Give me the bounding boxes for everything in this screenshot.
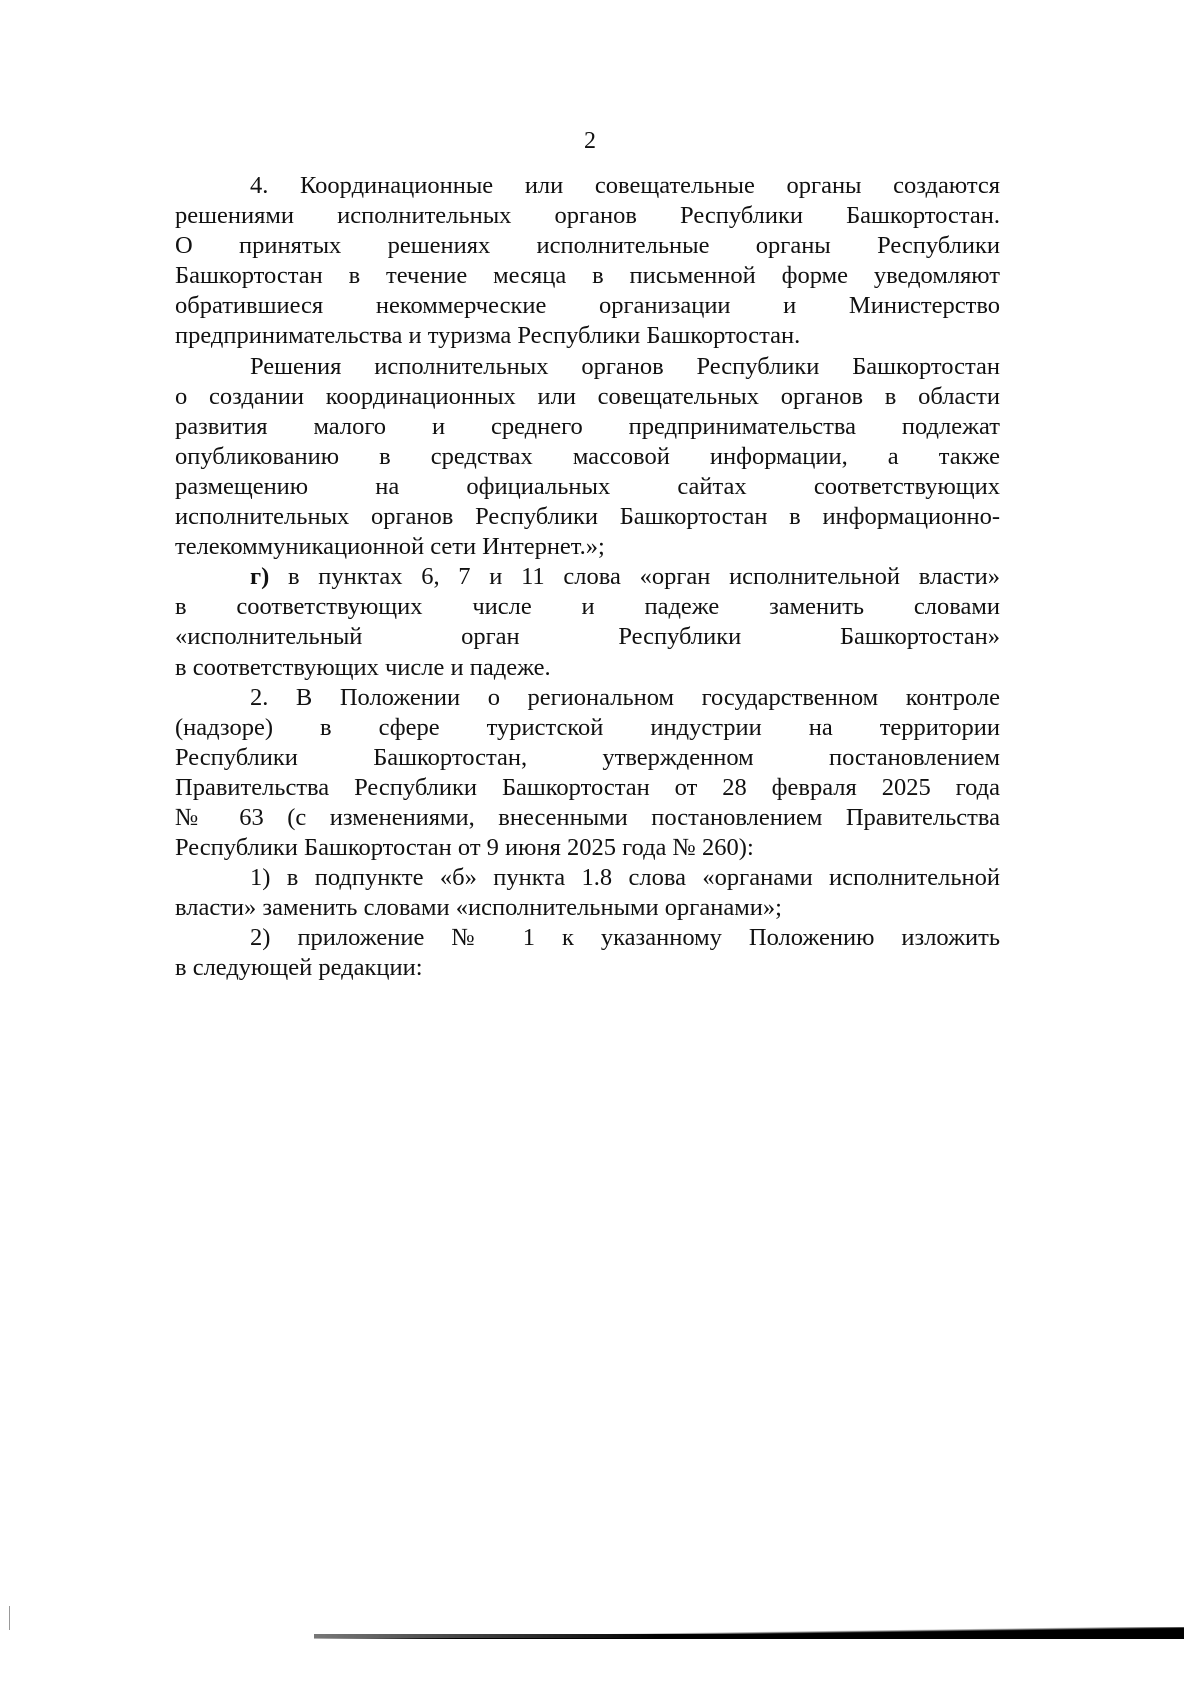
text-line: 1) в подпункте «б» пункта 1.8 слова «органами исполнительной [250,864,1000,892]
text-line: предпринимательства и туризма Республики Башкортостан. [175,322,801,350]
text-line: о создании координационных или совещательных органов в области [175,382,1000,410]
text-line: решениями исполнительных органов Республики Башкортостан. [175,202,1000,230]
text-line: Правительства Республики Башкортостан от 28 февраля 2025 года [175,773,1000,801]
page-number: 2 [584,128,596,154]
text-line: О принятых решениях исполнительные органы Республики [175,232,1000,260]
text-line: власти» заменить словами «исполнительными органами»; [175,894,782,922]
text-line: Республики Башкортостан от 9 июня 2025 года № 260): [175,834,754,862]
text-line: телекоммуникационной сети Интернет.»; [175,533,605,561]
text-line: (надзоре) в сфере туристской индустрии на территории [175,713,1000,741]
text-line: в следующей редакции: [175,954,423,982]
text-line: № 63 (с изменениями, внесенными постановлением Правительства [175,803,1000,831]
text-line: «исполнительный орган Республики Башкортостан» [175,623,1000,651]
text-line: исполнительных органов Республики Башкортостан в информационно- [175,503,1000,531]
text-line: в соответствующих числе и падеже заменить словами [175,593,1000,621]
text-line: 4. Координационные или совещательные органы создаются [250,172,1000,199]
text-line: 2. В Положении о региональном государственном контроле [250,683,1000,711]
item-marker: г) [250,563,270,591]
footer-rule-base [314,1634,1184,1638]
text-line: обратившиеся некоммерческие организации и Министерство [175,292,1000,320]
text-line: Республики Башкортостан, утвержденном постановлением [175,743,1000,771]
text-line: опубликованию в средствах массовой информации, а также [175,442,1000,470]
text-line: г) в пунктах 6, 7 и 11 слова «орган исполнительной власти» [250,563,1000,591]
text-line: 2) приложение № 1 к указанному Положению изложить [250,924,1000,952]
text-line: развития малого и среднего предпринимательства подлежат [175,412,1000,440]
text-line: размещению на официальных сайтах соответствующих [175,472,1000,500]
document-body [175,171,1000,984]
text-line: Решения исполнительных органов Республики Башкортостан [250,352,1000,380]
scan-artifact [9,1606,10,1630]
text-line: Башкортостан в течение месяца в письменной форме уведомляют [175,262,1000,290]
text-line: в соответствующих числе и падеже. [175,653,551,681]
